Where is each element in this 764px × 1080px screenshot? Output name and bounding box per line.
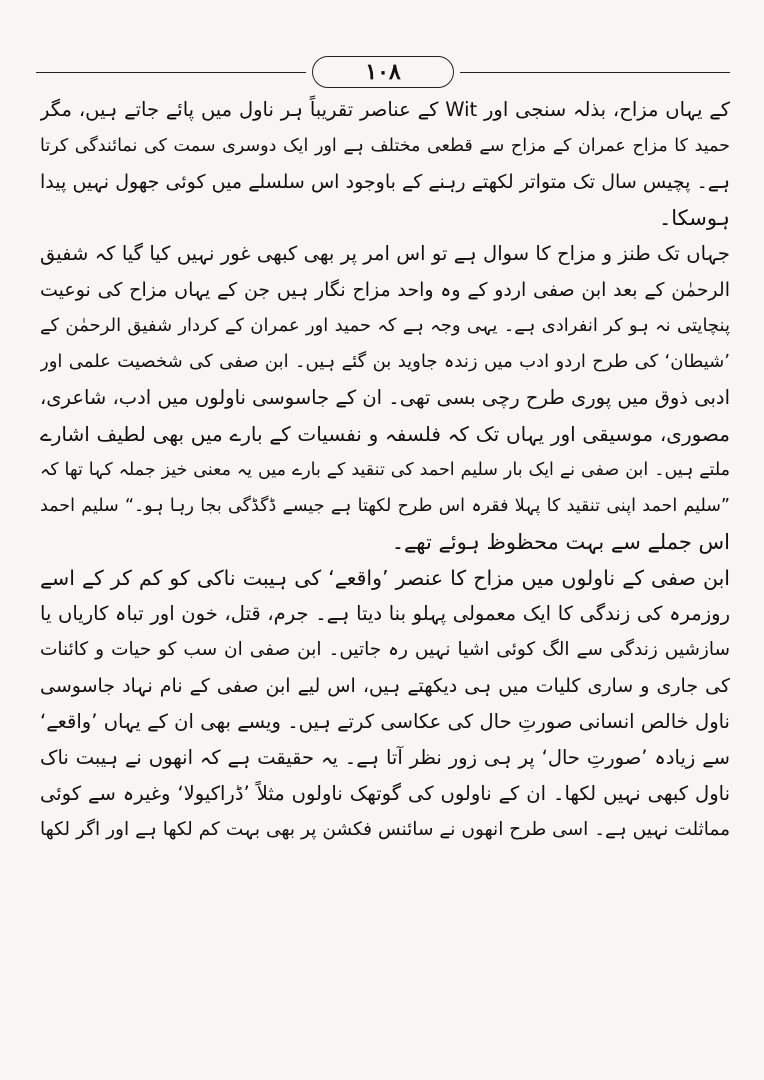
page-number: ١٠٨ — [312, 56, 454, 88]
text-line: روزمرہ کی زندگی کا ایک معمولی پہلو بنا دیتا ہے۔ جرم، قتل، خون اور تباہ کاریاں یا — [40, 602, 730, 625]
text-line: ”سلیم احمد اپنی تنقید کا پہلا فقرہ اس طرح لکھتا ہے جیسے ڈگڈگی بجا رہا ہو۔“ سلیم احمد — [40, 496, 730, 516]
text-line: مماثلت نہیں ہے۔ اسی طرح انھوں نے سائنس فکشن پر بھی بہت کم لکھا ہے اور اگر لکھا — [40, 819, 730, 840]
text-line: اس جملے سے بہت محظوظ ہوئے تھے۔ — [391, 530, 730, 554]
text-line: سے زیادہ ’صورتِ حال‘ پر ہی زور نظر آتا ہے۔ یہ حقیقت ہے کہ انھوں نے ہیبت ناک — [40, 746, 730, 769]
text-line: ابن صفی کے ناولوں میں مزاح کا عنصر ’واقعے‘ کی ہیبت ناکی کو کم کر کے اسے — [40, 566, 730, 590]
text-line: جہاں تک طنز و مزاح کا سوال ہے تو اس امر پر بھی کبھی غور نہیں کیا گیا کہ شفیق — [40, 242, 730, 265]
header-rule-left — [36, 72, 306, 73]
text-line: مصوری، موسیقی اور یہاں تک کہ فلسفہ و نفسیات کے بارے میں بھی لطیف اشارے — [40, 422, 730, 446]
text-line: سازشیں زندگی سے الگ کوئی اشیا نہیں رہ جاتیں۔ ابن صفی ان سب کو حیات و کائنات — [40, 639, 730, 660]
text-line: ہے۔ پچیس سال تک متواتر لکھتے رہنے کے باوجود اس سلسلے میں کوئی جھول نہیں پیدا — [40, 171, 730, 193]
page-header — [36, 52, 730, 92]
text-line: ادبی ذوق میں پوری طرح رچی بسی تھی۔ ان کے جاسوسی ناولوں میں ادب، شاعری، — [40, 386, 730, 409]
text-line: ملتے ہیں۔ ابن صفی نے ایک بار سلیم احمد کی تنقید کے بارے میں یہ معنی خیز جملہ کہا تھا کہ — [40, 460, 730, 480]
text-line: پنچایتی نہ ہو کر انفرادی ہے۔ یہی وجہ ہے کہ حمید اور عمران کے کردار شفیق الرحمٰن کے — [40, 315, 730, 336]
text-line: ’شیطان‘ کی طرح اردو ادب میں زندہ جاوید بن گئے ہیں۔ ابن صفی کی شخصیت علمی اور — [40, 351, 730, 372]
text-line: کے یہاں مزاح، بذلہ سنجی اور Wit کے عناصر تقریباً ہر ناول میں پائے جاتے ہیں، مگر — [40, 98, 730, 121]
header-rule-right — [460, 72, 730, 73]
page-body — [40, 92, 730, 848]
text-line: کی جاری و ساری کلیات میں ہی دیکھتے ہیں، اس لیے ابن صفی کے نام نہاد جاسوسی — [40, 675, 730, 697]
text-line: ناول کبھی نہیں لکھا۔ ان کے ناولوں کی گوتھک ناولوں مثلاً ’ڈراکیولا‘ وغیرہ سے کوئی — [40, 782, 730, 805]
text-line: الرحمٰن کے بعد ابن صفی اردو کے وہ واحد مزاح نگار ہیں جن کے یہاں مزاح کی نوعیت — [40, 279, 730, 301]
text-line: حمید کا مزاح عمران کے مزاح سے قطعی مختلف ہے اور ایک دوسری سمت کی نمائندگی کرتا — [40, 136, 730, 156]
text-line: ہوسکا۔ — [658, 206, 730, 230]
text-line: ناول خالص انسانی صورتِ حال کی عکاسی کرتے ہیں۔ ویسے بھی ان کے یہاں ’واقعے‘ — [40, 710, 730, 733]
